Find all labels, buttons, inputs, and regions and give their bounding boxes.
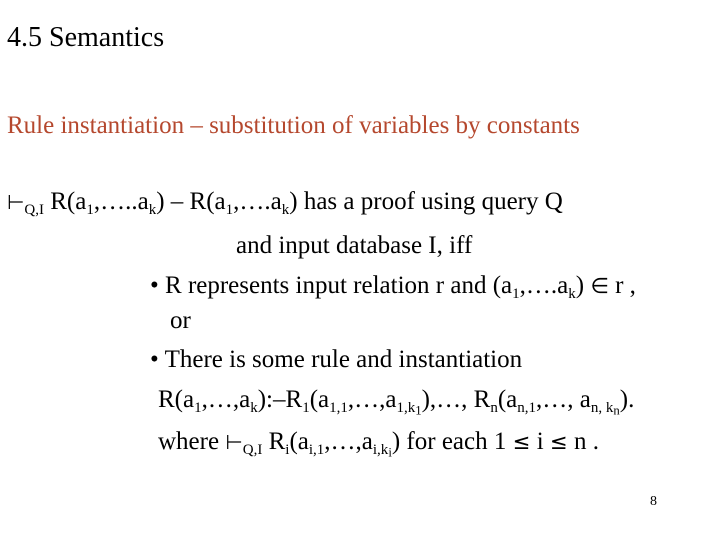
or-connector: or bbox=[170, 307, 191, 334]
bullet-input-relation: • R represents input relation r and $(a_1,\dots.a_k)$ ∈ r , bbox=[150, 272, 636, 302]
bullet-rule-instantiation: • There is some rule and instantiation bbox=[150, 346, 523, 373]
leq-symbol: ≤ bbox=[512, 430, 531, 455]
slide-subtitle: Rule instantiation – substitution of variables by constants bbox=[7, 112, 580, 139]
bullet-marker: • bbox=[150, 272, 159, 299]
slide-title: 4.5 Semantics bbox=[7, 22, 165, 53]
definition-continuation: and input database I, iff bbox=[236, 232, 473, 259]
rule-formula: $R(a_1,\dots,a_k):-R_1(a_{1,1},\dots,a_{1,k_1}),\dots$, $R_n(a_{n,1},\dots$, $a_{n, k_n}$). bbox=[158, 386, 635, 418]
bullet-marker: • bbox=[150, 346, 159, 373]
rule-arrow-symbol: :– bbox=[266, 386, 286, 413]
definition-line: $⊢_{Q,I}$ $R(a_1,\dots..a_k)$ – $R(a_1,\dots.a_k)$ has a proof using query Q bbox=[7, 188, 563, 218]
subscript-qi: Q,I bbox=[24, 201, 44, 218]
element-of-symbol: ∈ bbox=[590, 274, 609, 299]
turnstile-symbol: ⊢ bbox=[225, 430, 243, 454]
leq-symbol: ≤ bbox=[549, 430, 568, 455]
subscript-qi: Q,I bbox=[242, 441, 263, 458]
page-number: 8 bbox=[650, 494, 657, 509]
where-clause: where $⊢_{Q,I}$ $R_i(a_{i,1},\dots,a_{i,k_i})$ for each 1 ≤ i ≤ n . bbox=[158, 428, 599, 460]
turnstile-symbol: ⊢ bbox=[7, 190, 25, 214]
